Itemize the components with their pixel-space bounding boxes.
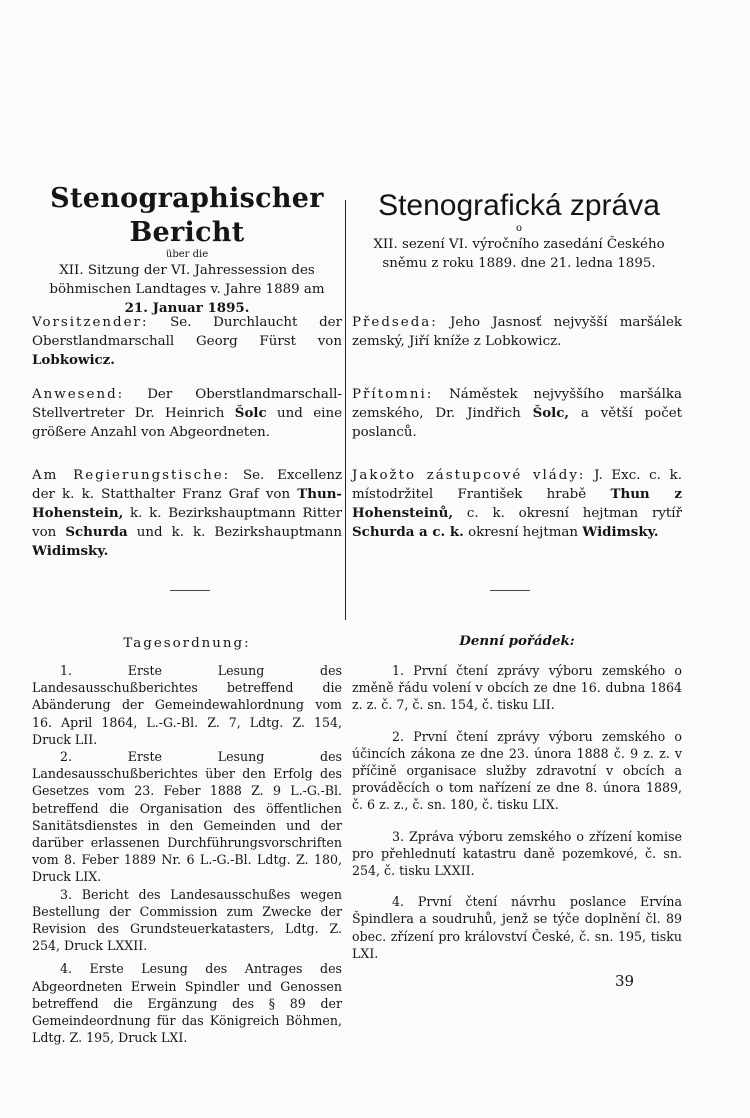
czech-gov-text-c: okresní hejtman xyxy=(468,525,579,540)
german-gov-text-c: und k. k. Bezirkshauptmann xyxy=(136,525,343,540)
czech-present-text-b: a větší počet poslanců. xyxy=(352,406,683,440)
agenda-item: 2. Erste Lesung des Landesausschußberichtes über den Erfolg des Gesetzes vom 23. Feber 1888 Z. 9 L.-G.-Bl. betreffend die Organisation des öffentlichen Sanitätsdienstes in den Gemeinden und der darüber erlassenen Durchführungsvorschriften vom 8. Feber 1889 Nr. 6 L.-G.-Bl. Ldtg. Z. 180, Druck LIX. xyxy=(32,749,342,885)
czech-session-line: sněmu z roku 1889. dne 21. ledna 1895. xyxy=(382,256,656,271)
german-gov-text: Se. Excellenz der k. k. Statthalter Franz Graf von xyxy=(32,468,342,502)
czech-subtitle: o xyxy=(515,223,523,234)
czech-session-line: XII. sezení VI. výročního zasedání Českého xyxy=(373,237,665,252)
czech-agenda-list xyxy=(352,662,682,962)
german-chair-label: Vorsitzender: xyxy=(32,315,149,330)
czech-header xyxy=(356,188,682,273)
czech-chair-text: Jeho Jasnosť nejvyšší maršálek zemský, Jiří kníže z Lobkowicz. xyxy=(352,315,682,349)
czech-gov-name: Widimsky. xyxy=(582,524,659,540)
german-present xyxy=(32,385,342,442)
german-subtitle: über die xyxy=(165,249,209,260)
czech-present-text: Náměstek nejvyššího maršálka zemského, Dr. Jindřich xyxy=(352,387,682,421)
agenda-item: 4. Erste Lesung des Antrages des Abgeordneten Erwein Spindler und Genossen betreffend die Ergänzung des § 89 der Gemeindeordnung für das Königreich Böhmen, Ldtg. Z. 195, Druck LXI. xyxy=(32,961,342,1046)
czech-chair xyxy=(352,313,682,351)
german-chair-name: Lobkowicz. xyxy=(32,352,115,368)
german-chair-text: Se. Durchlaucht der Oberstlandmarschall Georg Fürst von xyxy=(32,315,342,349)
agenda-item: 3. Zpráva výboru zemského o zřízení komise pro přehlednutí katastru daně pozemkové, č. sn. 254, č. tisku LXXII. xyxy=(352,828,682,879)
column-divider xyxy=(345,200,346,620)
german-gov-name: Schurda xyxy=(65,524,128,540)
german-government xyxy=(32,466,342,561)
german-present-label: Anwesend: xyxy=(32,387,125,402)
czech-government xyxy=(352,466,682,542)
german-session-date: 21. Januar 1895. xyxy=(124,300,250,316)
agenda-item: 2. První čtení zprávy výboru zemského o účincích zákona ze dne 23. února 1888 č. 9 z. z. v příčině organisace služby zdravotní v obcích a prováděcích o tom nařízení ze dne 8. února 1889, č. 6 z. z., č. sn. 180, č. tisku LIX. xyxy=(352,728,682,813)
agenda-item: 1. Erste Lesung des Landesausschußberichtes betreffend die Abänderung der Gemeindewahlordnung vom 16. April 1864, L.-G.-Bl. Z. 7, Ldtg. Z. 154, Druck LII. xyxy=(32,663,342,747)
czech-gov-name: Schurda a c. k. xyxy=(352,524,464,540)
german-gov-name: Thun-Hohenstein, xyxy=(32,486,342,521)
czech-present-label: Přítomni: xyxy=(352,387,434,402)
german-present-name: Šolc xyxy=(234,405,267,421)
page-number: 39 xyxy=(615,972,635,990)
agenda-item: 1. První čtení zprávy výboru zemského o změně řádu volení v obcích ze dne 16. dubna 1864 z. z. č. 7, č. sn. 154, č. tisku LII. xyxy=(352,663,682,713)
german-gov-label: Am Regierungstische: xyxy=(32,468,231,483)
german-agenda-list xyxy=(32,662,342,1046)
czech-gov-name: Thun z Hohensteinů, xyxy=(352,486,682,521)
german-present-text: Der Oberstlandmarschall-Stellvertreter Dr. Heinrich xyxy=(32,387,342,421)
german-title: Stenographischer Bericht xyxy=(50,183,324,248)
german-session-line: böhmischen Landtages v. Jahre 1889 am xyxy=(49,282,325,297)
german-chair xyxy=(32,313,342,370)
czech-gov-text-b: c. k. okresní hejtman rytíř xyxy=(466,506,682,521)
agenda-item: 4. První čtení návrhu poslance Ervína Špindlera a soudruhů, jenž se týče doplnění čl. 89 obec. zřízení pro království České, č. sn. 195, tisku LXI. xyxy=(352,894,682,961)
german-gov-name: Widimsky. xyxy=(32,543,109,559)
german-header xyxy=(32,182,342,318)
section-rule xyxy=(170,590,210,591)
czech-gov-text: J. Exc. c. k. místodržitel František hrabě xyxy=(352,468,682,502)
german-agenda-heading: Tagesordnung: xyxy=(123,636,251,651)
czech-agenda-heading: Denní pořádek: xyxy=(459,633,575,649)
german-present-text-b: und eine größere Anzahl von Abgeordneten. xyxy=(32,406,342,440)
agenda-item: 3. Bericht des Landesausschußes wegen Bestellung der Commission zum Zwecke der Revision des Grundsteuerkatasters, Ldtg. Z. 254, Druck LXXII. xyxy=(32,886,342,954)
german-gov-text-b: k. k. Bezirkshauptmann Ritter von xyxy=(32,506,342,540)
czech-present xyxy=(352,385,682,442)
czech-present-name: Šolc, xyxy=(532,405,570,421)
czech-chair-label: Předseda: xyxy=(352,315,438,330)
czech-gov-label: Jakožto zástupcové vlády: xyxy=(352,468,586,483)
czech-title: Stenografická zpráva xyxy=(378,189,660,222)
german-session-line: XII. Sitzung der VI. Jahressession des xyxy=(59,263,315,278)
section-rule xyxy=(490,590,530,591)
